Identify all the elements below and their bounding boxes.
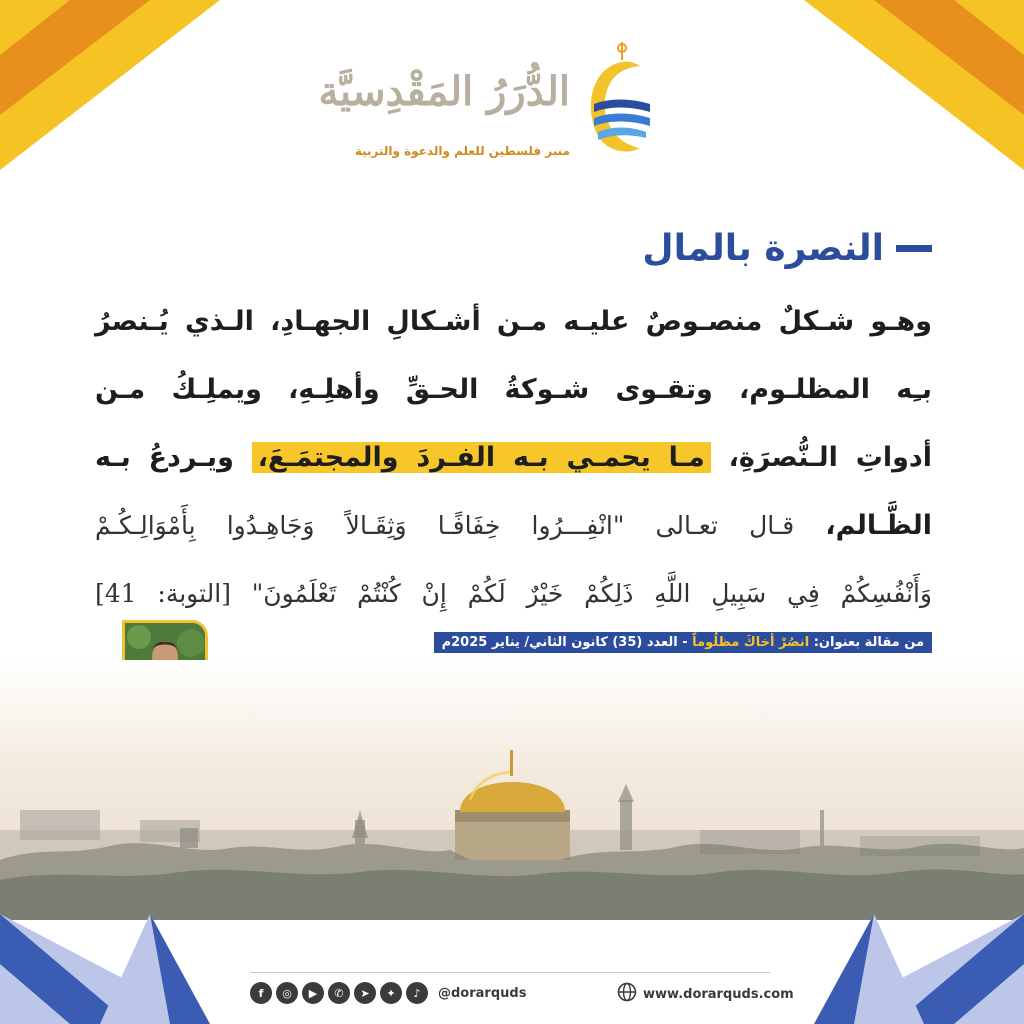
youtube-icon[interactable]: ▶: [302, 982, 324, 1004]
quran-verse-segment: وَأَنْفُسِكُمْ فِي سَبِيلِ اللَّهِ ذَلِكُمْ خَيْرٌ لَكُمْ إِنْ كُنْتُمْ تَعْلَمُونَ" [التوبة: 41]: [95, 579, 932, 608]
jerusalem-skyline-image: [0, 660, 1024, 920]
body-line: [95, 292, 932, 360]
corner-decoration-top-left: [0, 0, 220, 180]
body-text-segment: وهـو شـكلٌ منصـوصٌ عليـه مـن أشـكالِ الجهـادِ، الـذي يُـنصرُ: [95, 306, 932, 337]
corner-decoration-bottom-right: [814, 914, 1024, 1024]
body-text-emphasis: الظَّـالم،: [825, 510, 932, 541]
logo: [318, 40, 680, 165]
heading-accent-bar: [896, 245, 932, 252]
dome-crescent-logo-icon: [580, 40, 660, 160]
section-heading: [642, 228, 932, 269]
social-links: [250, 982, 526, 1004]
logo-tagline: منبر فلسطين للعلم والدعوة والتربية: [354, 144, 570, 158]
instagram-icon[interactable]: ◎: [276, 982, 298, 1004]
quran-verse-segment: قـال تعـالى "انْفِـــرُوا خِفَافًـا وَثِقَـالاً وَجَاهِـدُوا بِأَمْوَالِـكُـمْ: [95, 511, 826, 540]
body-text-segment: ويـردعُ بـه: [95, 442, 252, 473]
corner-decoration-top-right: [804, 0, 1024, 180]
footer-divider: [250, 972, 770, 973]
telegram-icon[interactable]: ➤: [354, 982, 376, 1004]
source-prefix: من مقالة بعنوان:: [809, 635, 924, 650]
social-handle[interactable]: @dorarquds: [438, 985, 527, 1001]
body-line: [95, 360, 932, 428]
source-article-title: انصُرْ أخاكَ مظلُوماً: [692, 635, 810, 650]
body-line: [95, 428, 932, 496]
twitter-icon[interactable]: ✦: [380, 982, 402, 1004]
corner-decoration-bottom-left: [0, 914, 210, 1024]
source-issue: - العدد (35) كانون الثاني/ يناير 2025م: [441, 635, 693, 650]
body-text-segment: أدواتِ الـنُّصرَةِ،: [710, 442, 932, 473]
globe-icon: [617, 982, 637, 1006]
body-text-segment: بـِه المظلـوم، وتقـوى شـوكةُ الحـقِّ وأهلِـهِ، ويملِـكُ مـن: [95, 374, 932, 405]
body-line: [95, 496, 932, 564]
article-body: [95, 292, 932, 632]
logo-title: الدُّرَرُ المَقْدِسيَّة: [318, 68, 570, 115]
website-link[interactable]: [617, 982, 794, 1006]
whatsapp-icon[interactable]: ✆: [328, 982, 350, 1004]
heading-title: النصرة بالمال: [642, 228, 884, 269]
website-url[interactable]: www.dorarquds.com: [643, 986, 794, 1002]
highlighted-phrase: مـا يحمـي بـه الفـردَ والمجتمَـعَ،: [252, 442, 711, 473]
source-citation: [434, 632, 932, 653]
facebook-icon[interactable]: f: [250, 982, 272, 1004]
tiktok-icon[interactable]: ♪: [406, 982, 428, 1004]
